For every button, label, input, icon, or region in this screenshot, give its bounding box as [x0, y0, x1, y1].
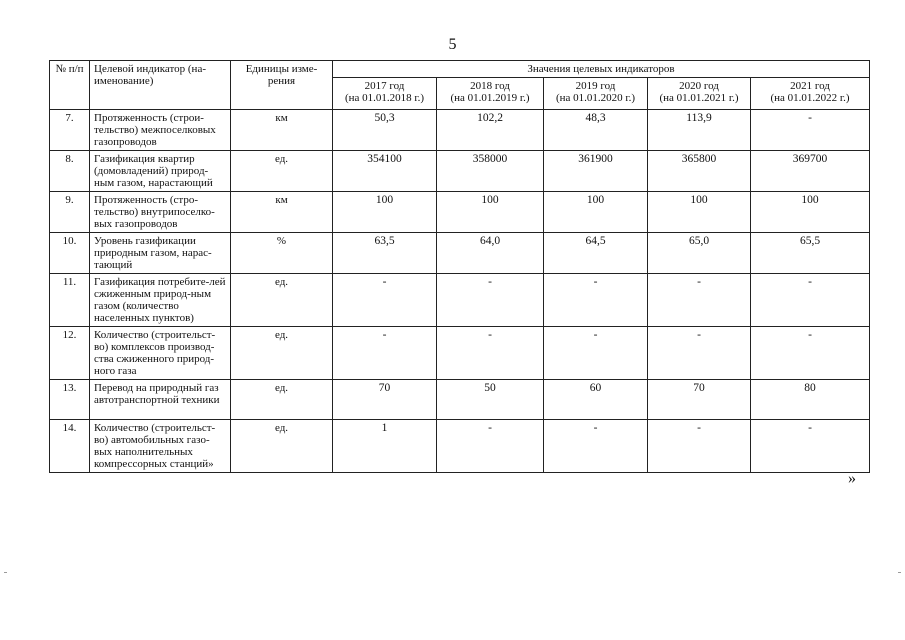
indicator-name: Количество (строительст-во) комплексов производ-ства сжиженного природ-ного газа — [90, 327, 231, 380]
value-cell: 64,5 — [544, 233, 648, 274]
target-indicators-table — [49, 60, 870, 473]
unit-cell: ед. — [231, 380, 333, 420]
value-cell: 100 — [648, 192, 751, 233]
value-cell: 369700 — [751, 151, 870, 192]
header-year-2 — [437, 78, 544, 110]
value-cell: 358000 — [437, 151, 544, 192]
value-cell: 70 — [648, 380, 751, 420]
unit-cell: ед. — [231, 274, 333, 327]
value-cell: 100 — [544, 192, 648, 233]
value-cell: 365800 — [648, 151, 751, 192]
row-number: 7. — [50, 110, 90, 151]
header-values-group: Значения целевых индикаторов — [333, 61, 870, 78]
table-row — [50, 274, 870, 327]
value-cell: 361900 — [544, 151, 648, 192]
header-indicator-name: Целевой индикатор (на-именование) — [90, 61, 231, 110]
row-number: 10. — [50, 233, 90, 274]
indicator-name: Уровень газификации природным газом, нарас-тающий — [90, 233, 231, 274]
unit-cell: км — [231, 192, 333, 233]
value-cell: - — [544, 327, 648, 380]
value-cell: 100 — [751, 192, 870, 233]
table-row — [50, 192, 870, 233]
header-year-date: (на 01.01.2021 г.) — [659, 92, 739, 104]
row-number: 8. — [50, 151, 90, 192]
row-number: 11. — [50, 274, 90, 327]
row-number: 9. — [50, 192, 90, 233]
value-cell: 70 — [333, 380, 437, 420]
header-year-date: (на 01.01.2022 г.) — [770, 92, 850, 104]
unit-cell: % — [231, 233, 333, 274]
indicator-name: Газификация потребите-лей сжиженным природ-ным газом (количество населенных пунктов) — [90, 274, 231, 327]
header-year-date: (на 01.01.2019 г.) — [450, 92, 530, 104]
value-cell: - — [544, 274, 648, 327]
value-cell: - — [437, 327, 544, 380]
row-number: 12. — [50, 327, 90, 380]
value-cell: - — [751, 274, 870, 327]
table-row — [50, 151, 870, 192]
header-year-3 — [544, 78, 648, 110]
unit-cell: ед. — [231, 420, 333, 473]
value-cell: 50,3 — [333, 110, 437, 151]
value-cell: 50 — [437, 380, 544, 420]
indicator-name: Газификация квартир (домовладений) природ-ным газом, нарастающий — [90, 151, 231, 192]
value-cell: - — [437, 274, 544, 327]
value-cell: - — [648, 420, 751, 473]
value-cell: 63,5 — [333, 233, 437, 274]
value-cell: 113,9 — [648, 110, 751, 151]
unit-cell: км — [231, 110, 333, 151]
row-number: 14. — [50, 420, 90, 473]
header-year-1 — [333, 78, 437, 110]
value-cell: 64,0 — [437, 233, 544, 274]
row-number: 13. — [50, 380, 90, 420]
unit-cell: ед. — [231, 151, 333, 192]
header-year-label: 2021 год — [790, 80, 830, 92]
header-year-4 — [648, 78, 751, 110]
page-number: 5 — [448, 36, 457, 53]
value-cell: 65,5 — [751, 233, 870, 274]
header-year-label: 2018 год — [470, 80, 510, 92]
value-cell: 354100 — [333, 151, 437, 192]
value-cell: - — [648, 327, 751, 380]
value-cell: 48,3 — [544, 110, 648, 151]
table-row — [50, 233, 870, 274]
header-year-date: (на 01.01.2018 г.) — [344, 92, 425, 104]
closing-quote-mark: » — [848, 470, 856, 487]
value-cell: 60 — [544, 380, 648, 420]
indicator-name: Количество (строительст-во) автомобильных газо-вых наполнительных компрессорных станций» — [90, 420, 231, 473]
value-cell: - — [751, 110, 870, 151]
value-cell: 80 — [751, 380, 870, 420]
indicator-name: Протяженность (строи-тельство) межпоселковых газопроводов — [90, 110, 231, 151]
value-cell: - — [437, 420, 544, 473]
value-cell: 65,0 — [648, 233, 751, 274]
header-unit: Единицы изме-рения — [231, 61, 333, 110]
value-cell: 100 — [333, 192, 437, 233]
table-row — [50, 380, 870, 420]
header-year-label: 2019 год — [575, 80, 616, 92]
value-cell: - — [333, 274, 437, 327]
header-year-5 — [751, 78, 870, 110]
unit-cell: ед. — [231, 327, 333, 380]
value-cell: - — [751, 327, 870, 380]
table-row — [50, 327, 870, 380]
value-cell: - — [648, 274, 751, 327]
table-row — [50, 110, 870, 151]
header-year-label: 2017 год — [364, 80, 405, 92]
right-edge-mark — [898, 572, 901, 573]
left-edge-mark — [4, 572, 7, 573]
header-num: № п/п — [50, 61, 90, 110]
header-year-date: (на 01.01.2020 г.) — [555, 92, 636, 104]
value-cell: - — [751, 420, 870, 473]
table-row — [50, 420, 870, 473]
value-cell: 102,2 — [437, 110, 544, 151]
indicator-name: Протяженность (стро-тельство) внутрипоселко-вых газопроводов — [90, 192, 231, 233]
value-cell: 100 — [437, 192, 544, 233]
value-cell: - — [333, 327, 437, 380]
indicator-name: Перевод на природный газ автотранспортной техники — [90, 380, 231, 420]
header-year-label: 2020 год — [679, 80, 719, 92]
value-cell: 1 — [333, 420, 437, 473]
value-cell: - — [544, 420, 648, 473]
